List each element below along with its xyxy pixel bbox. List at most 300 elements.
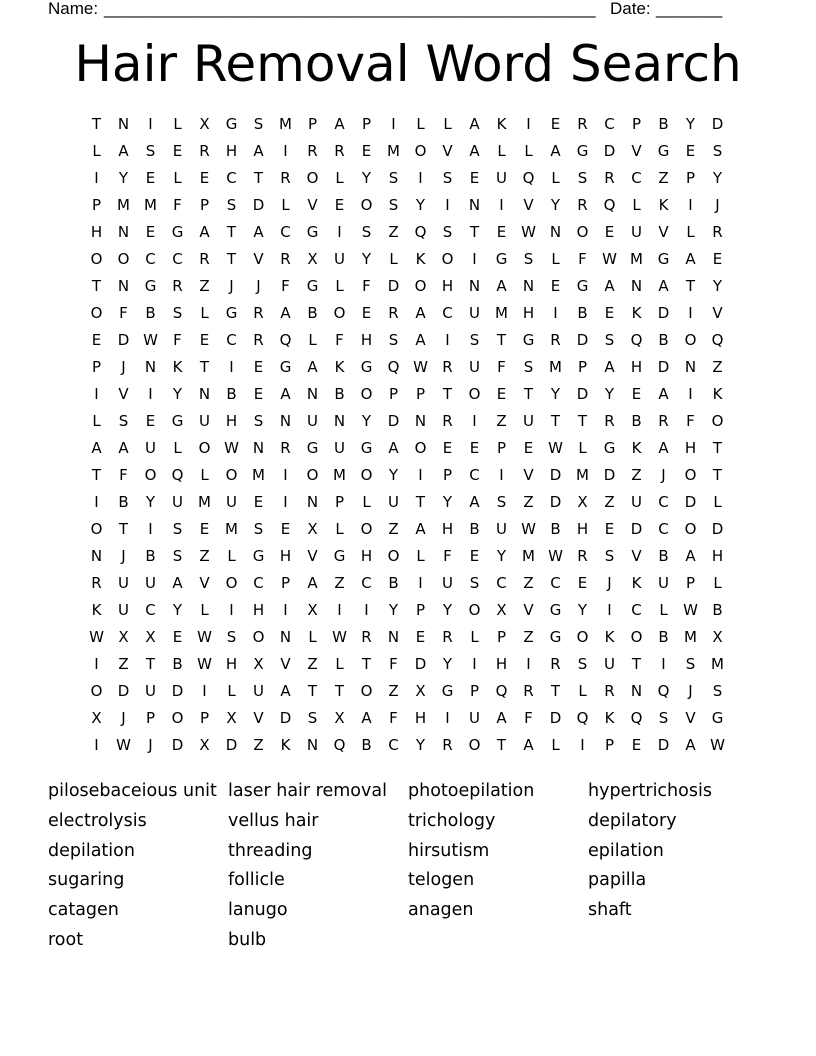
grid-letter[interactable]: T <box>631 655 642 673</box>
grid-letter[interactable]: C <box>280 223 291 241</box>
grid-letter[interactable]: X <box>307 520 318 538</box>
grid-letter[interactable]: L <box>497 142 506 160</box>
grid-letter[interactable]: L <box>200 466 209 484</box>
grid-letter[interactable]: C <box>253 574 264 592</box>
grid-letter[interactable]: D <box>657 304 670 322</box>
grid-letter[interactable]: V <box>118 385 129 403</box>
grid-letter[interactable]: L <box>335 169 344 187</box>
grid-letter[interactable]: Z <box>199 277 210 295</box>
grid-letter[interactable]: D <box>252 196 265 214</box>
grid-letter[interactable]: Y <box>361 169 372 187</box>
grid-letter[interactable]: R <box>307 142 318 160</box>
grid-letter[interactable]: O <box>90 520 103 538</box>
grid-letter[interactable]: S <box>253 115 264 133</box>
grid-letter[interactable]: U <box>388 493 399 511</box>
grid-letter[interactable]: B <box>658 331 669 349</box>
grid-letter[interactable]: E <box>550 115 561 133</box>
grid-letter[interactable]: V <box>712 304 723 322</box>
grid-letter[interactable]: E <box>496 385 507 403</box>
grid-letter[interactable]: O <box>414 439 427 457</box>
grid-letter[interactable]: O <box>90 682 103 700</box>
grid-letter[interactable]: Q <box>414 223 427 241</box>
grid-letter[interactable]: C <box>550 574 561 592</box>
grid-letter[interactable]: C <box>361 574 372 592</box>
grid-letter[interactable]: S <box>388 331 399 349</box>
grid-letter[interactable]: S <box>712 682 723 700</box>
grid-letter[interactable]: D <box>657 736 670 754</box>
grid-letter[interactable]: A <box>658 385 669 403</box>
grid-letter[interactable]: D <box>603 466 616 484</box>
grid-letter[interactable]: N <box>90 547 103 565</box>
grid-letter[interactable]: P <box>199 709 210 727</box>
grid-letter[interactable]: Q <box>657 682 670 700</box>
grid-letter[interactable]: I <box>526 115 531 133</box>
grid-letter[interactable]: M <box>333 466 346 484</box>
grid-letter[interactable]: U <box>226 493 237 511</box>
grid-letter[interactable]: W <box>413 358 428 376</box>
grid-letter[interactable]: H <box>252 601 265 619</box>
grid-letter[interactable]: M <box>117 196 130 214</box>
grid-letter[interactable]: H <box>225 142 238 160</box>
grid-letter[interactable]: O <box>198 439 211 457</box>
grid-letter[interactable]: T <box>496 331 507 349</box>
grid-letter[interactable]: R <box>604 169 615 187</box>
grid-letter[interactable]: T <box>91 277 102 295</box>
grid-letter[interactable]: I <box>418 466 423 484</box>
grid-letter[interactable]: I <box>229 601 234 619</box>
grid-letter[interactable]: T <box>118 520 129 538</box>
grid-letter[interactable]: G <box>576 277 589 295</box>
grid-letter[interactable]: L <box>713 493 722 511</box>
grid-letter[interactable]: N <box>630 682 643 700</box>
grid-letter[interactable]: N <box>333 412 346 430</box>
grid-letter[interactable]: F <box>173 196 182 214</box>
grid-letter[interactable]: Q <box>630 331 643 349</box>
grid-letter[interactable]: O <box>306 466 319 484</box>
grid-letter[interactable]: E <box>415 628 426 646</box>
grid-letter[interactable]: D <box>117 331 130 349</box>
grid-letter[interactable]: V <box>280 655 291 673</box>
grid-letter[interactable]: Z <box>118 655 129 673</box>
grid-letter[interactable]: L <box>578 439 587 457</box>
grid-letter[interactable]: Y <box>712 169 723 187</box>
grid-letter[interactable]: X <box>91 709 102 727</box>
grid-letter[interactable]: X <box>334 709 345 727</box>
grid-letter[interactable]: L <box>551 736 560 754</box>
grid-letter[interactable]: L <box>227 547 236 565</box>
grid-letter[interactable]: B <box>658 115 669 133</box>
grid-letter[interactable]: P <box>415 601 426 619</box>
grid-letter[interactable]: X <box>307 250 318 268</box>
grid-letter[interactable]: H <box>711 547 724 565</box>
grid-letter[interactable]: U <box>334 439 345 457</box>
grid-letter[interactable]: E <box>91 331 102 349</box>
grid-letter[interactable]: G <box>252 547 265 565</box>
grid-letter[interactable]: A <box>280 385 291 403</box>
grid-letter[interactable]: J <box>607 574 612 592</box>
grid-letter[interactable]: N <box>279 412 292 430</box>
grid-letter[interactable]: Y <box>442 493 453 511</box>
grid-letter[interactable]: E <box>145 223 156 241</box>
grid-letter[interactable]: I <box>94 736 99 754</box>
grid-letter[interactable]: Y <box>388 466 399 484</box>
grid-letter[interactable]: G <box>225 304 238 322</box>
grid-letter[interactable]: D <box>279 709 292 727</box>
grid-letter[interactable]: E <box>496 223 507 241</box>
grid-letter[interactable]: F <box>524 709 533 727</box>
grid-letter[interactable]: J <box>661 466 666 484</box>
grid-letter[interactable]: T <box>145 655 156 673</box>
grid-letter[interactable]: A <box>334 115 345 133</box>
grid-letter[interactable]: P <box>685 169 696 187</box>
grid-letter[interactable]: R <box>280 250 291 268</box>
grid-letter[interactable]: L <box>659 601 668 619</box>
grid-letter[interactable]: I <box>418 169 423 187</box>
grid-letter[interactable]: U <box>145 439 156 457</box>
grid-letter[interactable]: S <box>442 169 453 187</box>
grid-letter[interactable]: Q <box>387 358 400 376</box>
grid-letter[interactable]: Z <box>334 574 345 592</box>
grid-letter[interactable]: Y <box>361 250 372 268</box>
grid-letter[interactable]: Q <box>630 709 643 727</box>
grid-letter[interactable]: F <box>686 412 695 430</box>
grid-letter[interactable]: P <box>469 682 480 700</box>
grid-letter[interactable]: I <box>391 115 396 133</box>
grid-letter[interactable]: S <box>712 142 723 160</box>
grid-letter[interactable]: M <box>630 250 643 268</box>
grid-letter[interactable]: C <box>145 250 156 268</box>
grid-letter[interactable]: S <box>361 223 372 241</box>
grid-letter[interactable]: E <box>604 520 615 538</box>
grid-letter[interactable]: N <box>117 115 130 133</box>
grid-letter[interactable]: A <box>550 142 561 160</box>
grid-letter[interactable]: E <box>280 520 291 538</box>
grid-letter[interactable]: E <box>361 304 372 322</box>
grid-letter[interactable]: J <box>148 736 153 754</box>
grid-letter[interactable]: X <box>577 493 588 511</box>
grid-letter[interactable]: A <box>307 358 318 376</box>
grid-letter[interactable]: T <box>496 736 507 754</box>
grid-letter[interactable]: D <box>630 520 643 538</box>
grid-letter[interactable]: A <box>415 304 426 322</box>
grid-letter[interactable]: I <box>202 682 207 700</box>
grid-letter[interactable]: J <box>121 358 126 376</box>
grid-letter[interactable]: A <box>658 277 669 295</box>
grid-letter[interactable]: I <box>688 304 693 322</box>
grid-letter[interactable]: G <box>171 223 184 241</box>
grid-letter[interactable]: S <box>523 358 534 376</box>
grid-letter[interactable]: R <box>199 250 210 268</box>
grid-letter[interactable]: Y <box>361 412 372 430</box>
grid-letter[interactable]: W <box>89 628 104 646</box>
grid-letter[interactable]: T <box>226 250 237 268</box>
grid-letter[interactable]: X <box>199 736 210 754</box>
grid-letter[interactable]: D <box>711 520 724 538</box>
grid-letter[interactable]: W <box>197 628 212 646</box>
grid-letter[interactable]: M <box>387 142 400 160</box>
grid-letter[interactable]: C <box>469 466 480 484</box>
grid-letter[interactable]: O <box>414 277 427 295</box>
grid-letter[interactable]: D <box>684 493 697 511</box>
grid-letter[interactable]: I <box>472 655 477 673</box>
grid-letter[interactable]: Y <box>415 736 426 754</box>
grid-letter[interactable]: U <box>442 574 453 592</box>
grid-letter[interactable]: B <box>550 520 561 538</box>
grid-letter[interactable]: N <box>306 493 319 511</box>
grid-letter[interactable]: N <box>279 628 292 646</box>
grid-letter[interactable]: E <box>199 331 210 349</box>
grid-letter[interactable]: G <box>495 250 508 268</box>
grid-letter[interactable]: R <box>712 223 723 241</box>
grid-letter[interactable]: C <box>631 169 642 187</box>
grid-letter[interactable]: U <box>253 682 264 700</box>
grid-letter[interactable]: N <box>252 439 265 457</box>
grid-letter[interactable]: G <box>576 142 589 160</box>
grid-letter[interactable]: O <box>684 520 697 538</box>
grid-letter[interactable]: A <box>118 439 129 457</box>
grid-letter[interactable]: V <box>307 196 318 214</box>
grid-letter[interactable]: N <box>549 223 562 241</box>
grid-letter[interactable]: D <box>387 277 400 295</box>
grid-letter[interactable]: Y <box>577 601 588 619</box>
grid-letter[interactable]: M <box>576 466 589 484</box>
grid-letter[interactable]: H <box>522 304 535 322</box>
grid-letter[interactable]: G <box>522 331 535 349</box>
grid-letter[interactable]: V <box>685 709 696 727</box>
grid-letter[interactable]: R <box>253 331 264 349</box>
grid-letter[interactable]: N <box>306 736 319 754</box>
grid-letter[interactable]: I <box>445 709 450 727</box>
grid-letter[interactable]: I <box>148 520 153 538</box>
grid-letter[interactable]: H <box>225 655 238 673</box>
grid-letter[interactable]: U <box>145 682 156 700</box>
grid-letter[interactable]: I <box>499 466 504 484</box>
grid-letter[interactable]: I <box>94 493 99 511</box>
grid-letter[interactable]: L <box>713 574 722 592</box>
grid-letter[interactable]: R <box>577 196 588 214</box>
grid-letter[interactable]: M <box>684 628 697 646</box>
grid-letter[interactable]: F <box>497 358 506 376</box>
grid-letter[interactable]: P <box>496 439 507 457</box>
grid-letter[interactable]: I <box>580 736 585 754</box>
grid-letter[interactable]: O <box>360 196 373 214</box>
grid-letter[interactable]: D <box>171 736 184 754</box>
grid-letter[interactable]: S <box>388 196 399 214</box>
grid-letter[interactable]: J <box>256 277 261 295</box>
grid-letter[interactable]: A <box>307 574 318 592</box>
grid-letter[interactable]: A <box>496 277 507 295</box>
grid-letter[interactable]: I <box>148 115 153 133</box>
grid-letter[interactable]: O <box>468 385 481 403</box>
grid-letter[interactable]: J <box>121 709 126 727</box>
grid-letter[interactable]: V <box>631 547 642 565</box>
grid-letter[interactable]: E <box>253 493 264 511</box>
grid-letter[interactable]: V <box>442 142 453 160</box>
grid-letter[interactable]: E <box>604 304 615 322</box>
grid-letter[interactable]: S <box>496 493 507 511</box>
grid-letter[interactable]: S <box>172 304 183 322</box>
grid-letter[interactable]: E <box>199 520 210 538</box>
grid-letter[interactable]: F <box>335 331 344 349</box>
grid-letter[interactable]: A <box>91 439 102 457</box>
grid-letter[interactable]: H <box>495 655 508 673</box>
grid-letter[interactable]: E <box>550 277 561 295</box>
grid-letter[interactable]: V <box>523 601 534 619</box>
grid-letter[interactable]: Z <box>523 574 534 592</box>
grid-letter[interactable]: M <box>225 520 238 538</box>
grid-letter[interactable]: A <box>469 115 480 133</box>
grid-letter[interactable]: B <box>334 385 345 403</box>
grid-letter[interactable]: A <box>388 439 399 457</box>
grid-letter[interactable]: B <box>145 304 156 322</box>
grid-letter[interactable]: Q <box>333 736 346 754</box>
grid-letter[interactable]: N <box>630 277 643 295</box>
grid-letter[interactable]: M <box>522 547 535 565</box>
grid-letter[interactable]: M <box>495 304 508 322</box>
grid-letter[interactable]: P <box>199 196 210 214</box>
grid-letter[interactable]: K <box>631 439 642 457</box>
grid-letter[interactable]: P <box>415 385 426 403</box>
grid-letter[interactable]: H <box>576 520 589 538</box>
grid-letter[interactable]: A <box>199 223 210 241</box>
grid-letter[interactable]: L <box>632 196 641 214</box>
grid-letter[interactable]: L <box>227 682 236 700</box>
grid-letter[interactable]: Z <box>388 520 399 538</box>
grid-letter[interactable]: W <box>521 520 536 538</box>
grid-letter[interactable]: E <box>199 169 210 187</box>
grid-letter[interactable]: I <box>499 196 504 214</box>
grid-letter[interactable]: U <box>334 250 345 268</box>
grid-letter[interactable]: O <box>684 466 697 484</box>
grid-letter[interactable]: N <box>468 196 481 214</box>
grid-letter[interactable]: C <box>631 601 642 619</box>
grid-letter[interactable]: T <box>550 412 561 430</box>
grid-letter[interactable]: O <box>90 304 103 322</box>
grid-letter[interactable]: O <box>225 466 238 484</box>
grid-letter[interactable]: R <box>172 277 183 295</box>
grid-letter[interactable]: O <box>90 250 103 268</box>
grid-letter[interactable]: L <box>551 169 560 187</box>
grid-letter[interactable]: U <box>631 223 642 241</box>
grid-letter[interactable]: A <box>172 574 183 592</box>
grid-letter[interactable]: R <box>334 142 345 160</box>
grid-letter[interactable]: Z <box>523 628 534 646</box>
grid-letter[interactable]: T <box>253 169 264 187</box>
grid-letter[interactable]: O <box>711 412 724 430</box>
grid-letter[interactable]: S <box>577 655 588 673</box>
grid-letter[interactable]: V <box>199 574 210 592</box>
grid-letter[interactable]: D <box>711 115 724 133</box>
grid-letter[interactable]: G <box>549 601 562 619</box>
grid-letter[interactable]: B <box>388 574 399 592</box>
grid-letter[interactable]: A <box>280 682 291 700</box>
grid-letter[interactable]: R <box>523 682 534 700</box>
grid-letter[interactable]: R <box>442 736 453 754</box>
grid-letter[interactable]: G <box>306 439 319 457</box>
grid-letter[interactable]: I <box>283 142 288 160</box>
grid-letter[interactable]: C <box>604 115 615 133</box>
grid-letter[interactable]: M <box>198 493 211 511</box>
grid-letter[interactable]: E <box>442 439 453 457</box>
grid-letter[interactable]: A <box>604 358 615 376</box>
grid-letter[interactable]: E <box>172 142 183 160</box>
grid-letter[interactable]: O <box>225 574 238 592</box>
grid-letter[interactable]: P <box>361 115 372 133</box>
grid-letter[interactable]: I <box>148 385 153 403</box>
grid-letter[interactable]: L <box>362 493 371 511</box>
grid-letter[interactable]: I <box>283 601 288 619</box>
grid-letter[interactable]: Y <box>118 169 129 187</box>
grid-letter[interactable]: N <box>306 385 319 403</box>
grid-letter[interactable]: N <box>387 628 400 646</box>
grid-letter[interactable]: I <box>688 385 693 403</box>
grid-letter[interactable]: T <box>226 223 237 241</box>
grid-letter[interactable]: O <box>684 331 697 349</box>
grid-letter[interactable]: K <box>496 115 507 133</box>
grid-letter[interactable]: A <box>469 493 480 511</box>
grid-letter[interactable]: U <box>523 412 534 430</box>
grid-letter[interactable]: Y <box>550 196 561 214</box>
grid-letter[interactable]: A <box>685 547 696 565</box>
grid-letter[interactable]: H <box>360 331 373 349</box>
grid-letter[interactable]: S <box>658 709 669 727</box>
grid-letter[interactable]: Z <box>712 358 723 376</box>
grid-letter[interactable]: V <box>631 142 642 160</box>
grid-letter[interactable]: U <box>469 358 480 376</box>
grid-letter[interactable]: W <box>548 547 563 565</box>
grid-letter[interactable]: E <box>469 169 480 187</box>
grid-letter[interactable]: H <box>225 412 238 430</box>
grid-letter[interactable]: E <box>577 574 588 592</box>
grid-letter[interactable]: R <box>577 547 588 565</box>
grid-letter[interactable]: R <box>550 331 561 349</box>
grid-letter[interactable]: Y <box>145 493 156 511</box>
grid-letter[interactable]: C <box>388 736 399 754</box>
grid-letter[interactable]: F <box>443 547 452 565</box>
grid-letter[interactable]: Q <box>171 466 184 484</box>
grid-letter[interactable]: I <box>472 412 477 430</box>
grid-letter[interactable]: I <box>418 574 423 592</box>
grid-letter[interactable]: L <box>416 115 425 133</box>
grid-letter[interactable]: O <box>144 466 157 484</box>
grid-letter[interactable]: S <box>685 655 696 673</box>
grid-letter[interactable]: B <box>469 520 480 538</box>
grid-letter[interactable]: Z <box>604 493 615 511</box>
grid-letter[interactable]: S <box>469 574 480 592</box>
grid-letter[interactable]: P <box>442 466 453 484</box>
grid-letter[interactable]: J <box>715 196 720 214</box>
grid-letter[interactable]: U <box>631 493 642 511</box>
grid-letter[interactable]: L <box>443 115 452 133</box>
grid-letter[interactable]: R <box>91 574 102 592</box>
grid-letter[interactable]: F <box>578 250 587 268</box>
grid-letter[interactable]: I <box>94 385 99 403</box>
grid-letter[interactable]: Q <box>279 331 292 349</box>
grid-letter[interactable]: G <box>306 277 319 295</box>
grid-letter[interactable]: R <box>604 412 615 430</box>
grid-letter[interactable]: I <box>283 493 288 511</box>
grid-letter[interactable]: V <box>523 466 534 484</box>
grid-letter[interactable]: P <box>388 385 399 403</box>
grid-letter[interactable]: E <box>523 439 534 457</box>
grid-letter[interactable]: X <box>253 655 264 673</box>
grid-letter[interactable]: W <box>116 736 131 754</box>
grid-letter[interactable]: L <box>551 250 560 268</box>
grid-letter[interactable]: K <box>604 709 615 727</box>
grid-letter[interactable]: A <box>685 250 696 268</box>
grid-letter[interactable]: G <box>657 142 670 160</box>
grid-letter[interactable]: D <box>171 682 184 700</box>
